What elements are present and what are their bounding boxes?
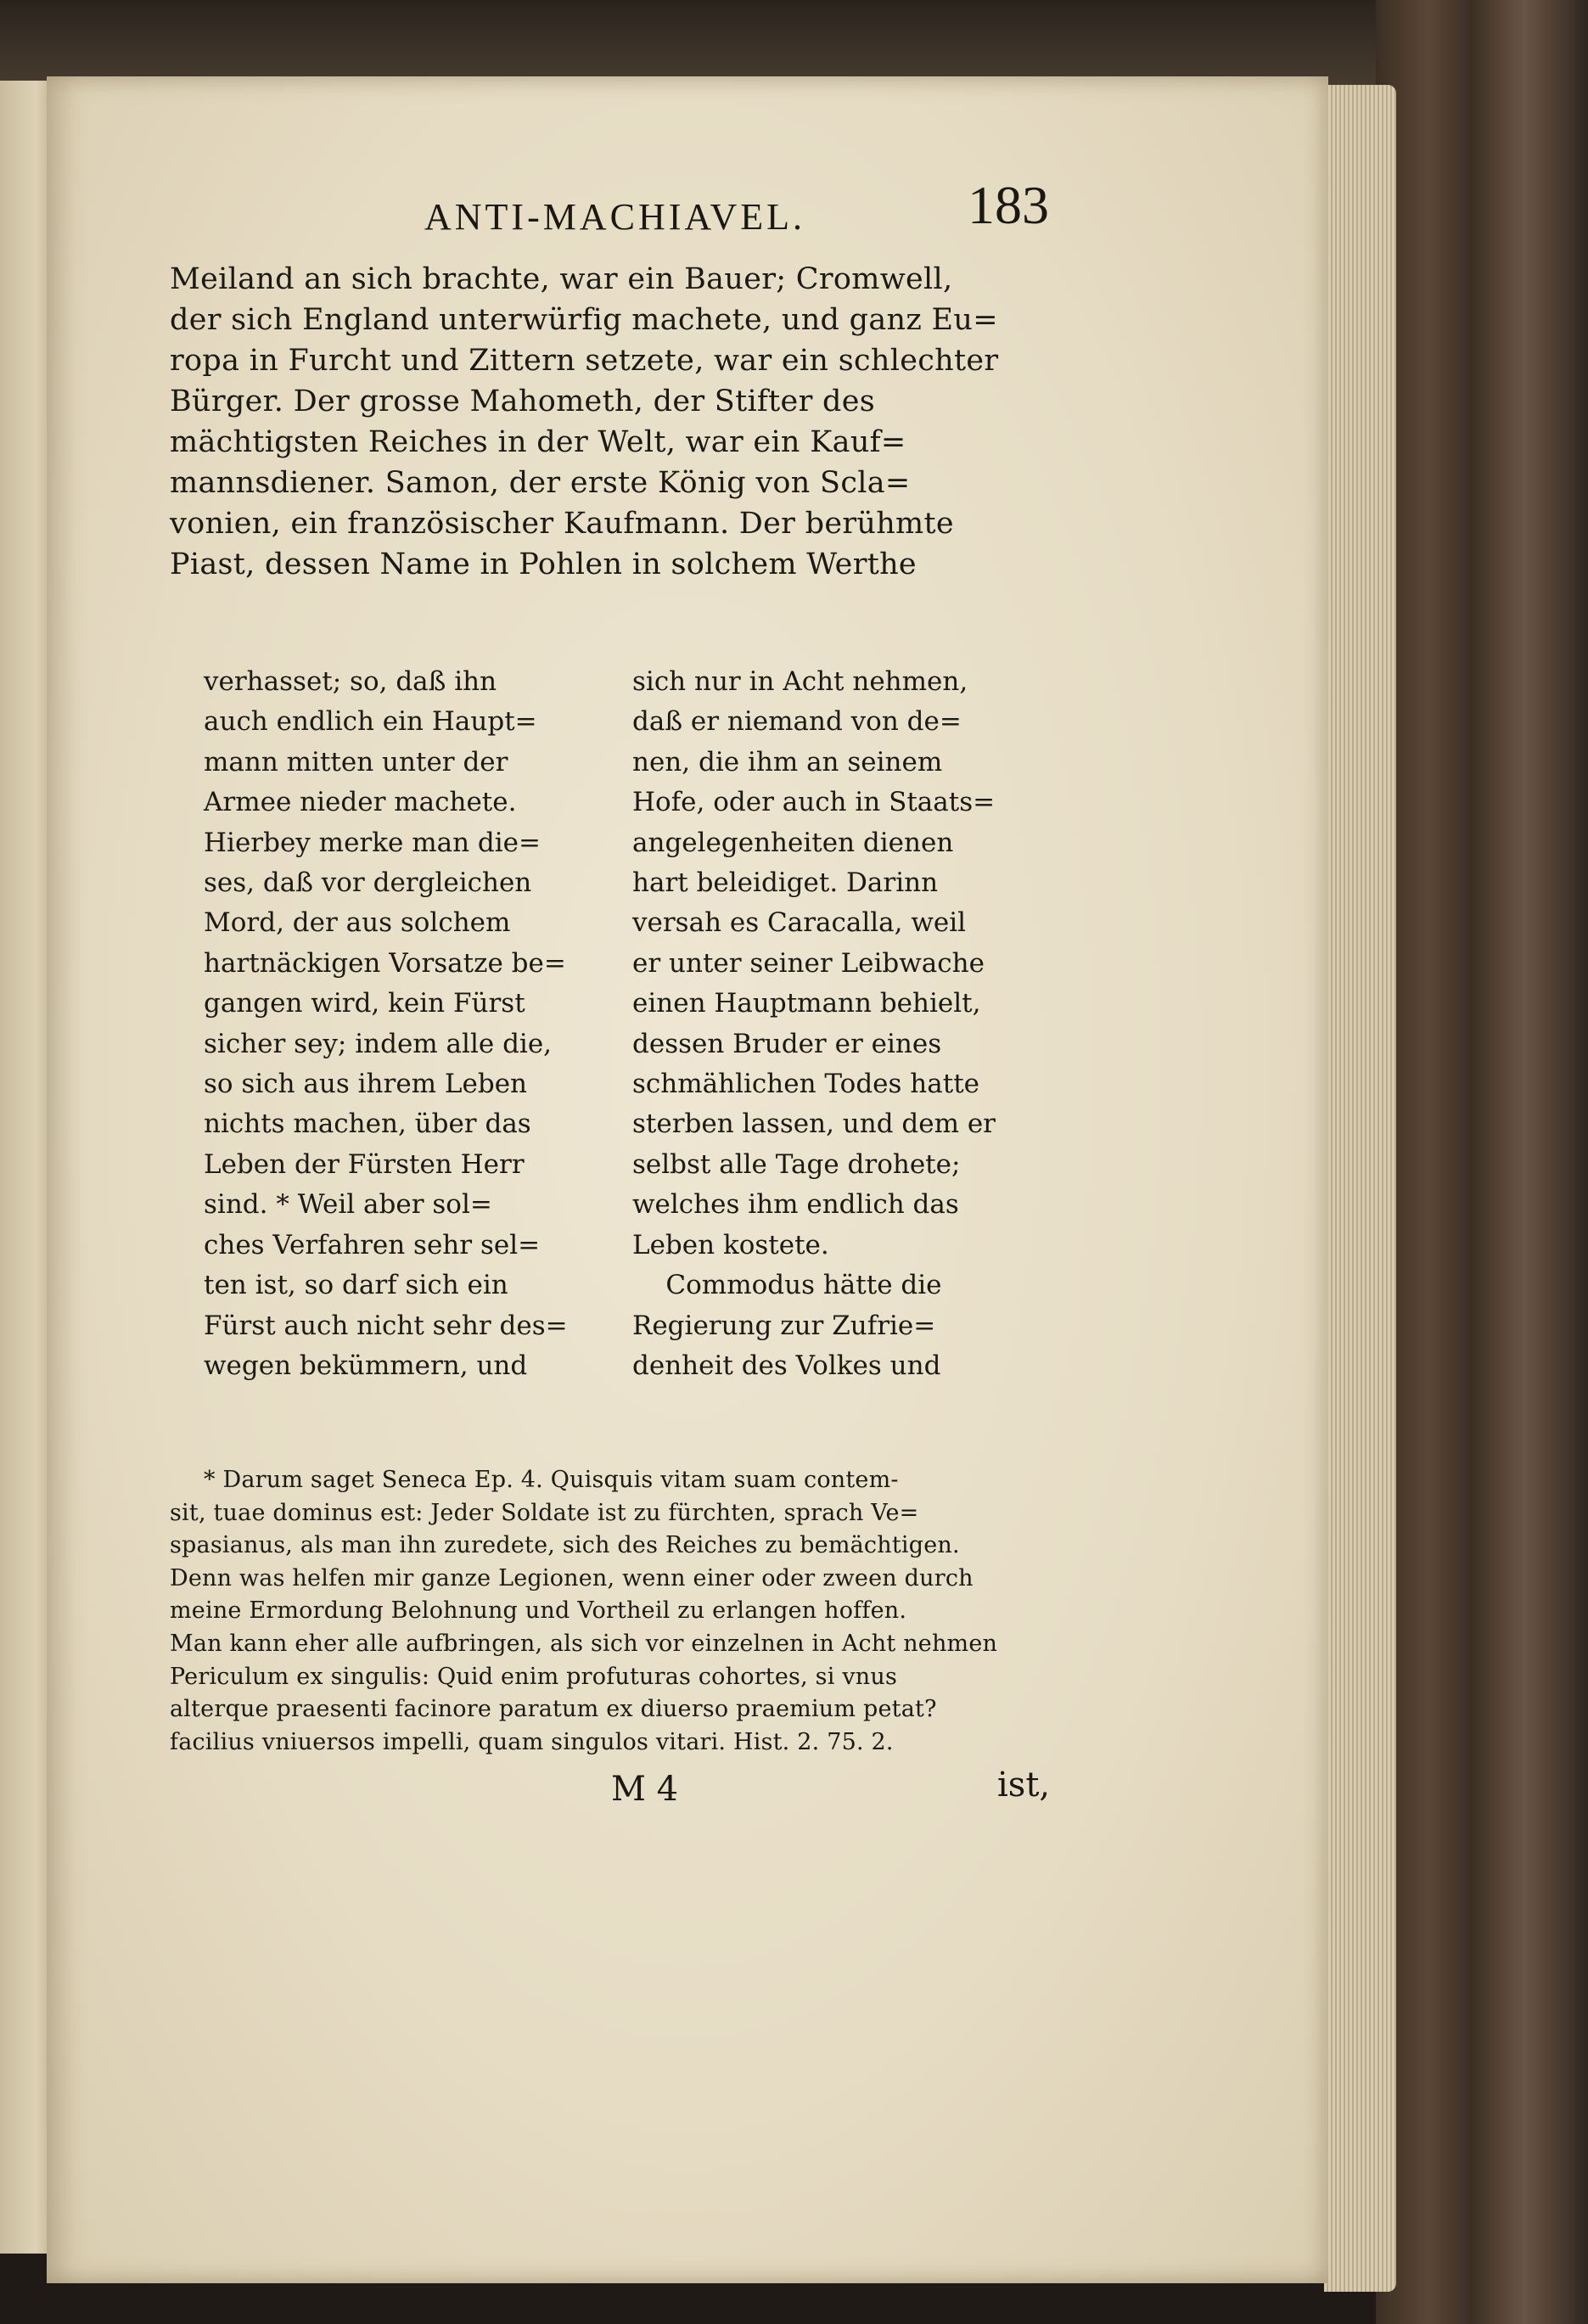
- full-width-paragraph: [170, 259, 1086, 585]
- text-line: hartnäckigen Vorsatze be=: [204, 947, 566, 979]
- footnote: [170, 1464, 1086, 1759]
- text-line: nichts machen, über das: [204, 1109, 531, 1140]
- text-line: sind. * Weil aber sol=: [204, 1189, 492, 1221]
- footnote-line: Denn was helfen mir ganze Legionen, wenn einer oder zween durch: [170, 1564, 974, 1591]
- text-line: Meiland an sich brachte, war ein Bauer; Cromwell,: [170, 262, 953, 296]
- text-line: versah es Caracalla, weil: [632, 907, 967, 939]
- text-line: mächtigsten Reiches in der Welt, war ein Kauf=: [170, 425, 906, 459]
- text-line: Fürst auch nicht sehr des=: [204, 1310, 568, 1341]
- page-block-edges: [1324, 85, 1396, 2292]
- text-line: dessen Bruder er eines: [632, 1028, 942, 1059]
- text-line: denheit des Volkes und: [632, 1350, 941, 1381]
- right-column: [632, 662, 1040, 1386]
- footnote-line: spasianus, als man ihn zuredete, sich des Reiches zu bemächtigen.: [170, 1532, 960, 1559]
- footnote-line: meine Ermordung Belohnung und Vortheil zu erlangen hoffen.: [170, 1597, 907, 1625]
- text-line: Armee nieder machete.: [204, 787, 517, 818]
- text-line: selbst alle Tage drohete;: [632, 1148, 961, 1180]
- text-line: ten ist, so darf sich ein: [204, 1270, 508, 1301]
- text-line: Mord, der aus solchem: [204, 907, 511, 939]
- catchword: ist,: [997, 1765, 1051, 1805]
- text-line: hart beleidiget. Darinn: [632, 867, 939, 899]
- text-line: sterben lassen, und dem er: [632, 1109, 996, 1140]
- text-line: Leben kostete.: [632, 1229, 829, 1260]
- text-line: schmählichen Todes hatte: [632, 1069, 979, 1100]
- text-line: gangen wird, kein Fürst: [204, 988, 525, 1019]
- text-line: angelegenheiten dienen: [632, 827, 954, 858]
- text-line: einen Hauptmann behielt,: [632, 988, 981, 1019]
- text-line: ses, daß vor dergleichen: [204, 867, 532, 899]
- text-line: mannsdiener. Samon, der erste König von Scla=: [170, 466, 911, 500]
- footnote-line: facilius vniuersos impelli, quam singulos vitari. Hist. 2. 75. 2.: [170, 1728, 894, 1755]
- footnote-line: alterque praesenti facinore paratum ex diuerso praemium petat?: [170, 1696, 937, 1723]
- text-line: verhasset; so, daß ihn: [204, 666, 497, 697]
- signature-mark: M 4: [611, 1770, 679, 1809]
- text-line: der sich England unterwürfig machete, und ganz Eu=: [170, 303, 998, 337]
- text-line: Piast, dessen Name in Pohlen in solchem Werthe: [170, 547, 917, 581]
- text-line: wegen bekümmern, und: [204, 1350, 528, 1381]
- text-line: ches Verfahren sehr sel=: [204, 1229, 541, 1260]
- running-head: ANTI-MACHIAVEL.: [424, 196, 806, 238]
- text-line: Regierung zur Zufrie=: [632, 1310, 936, 1341]
- text-line: sich nur in Acht nehmen,: [632, 666, 968, 697]
- text-line: nen, die ihm an seinem: [632, 746, 943, 777]
- text-line: Hierbey merke man die=: [204, 827, 541, 858]
- left-column: [204, 662, 603, 1386]
- text-line: Commodus hätte die: [632, 1270, 942, 1301]
- text-line: daß er niemand von de=: [632, 706, 962, 738]
- text-line: Bürger. Der grosse Mahometh, der Stifter des: [170, 385, 875, 418]
- text-line: ropa in Furcht und Zittern setzete, war ein schlechter: [170, 344, 999, 378]
- text-line: sicher sey; indem alle die,: [204, 1028, 553, 1059]
- page-number: 183: [968, 175, 1049, 235]
- book-cover-right: [1376, 0, 1588, 2324]
- text-line: mann mitten unter der: [204, 746, 508, 777]
- text-line: welches ihm endlich das: [632, 1189, 959, 1221]
- footnote-line: sit, tuae dominus est: Jeder Soldate ist zu fürchten, sprach Ve=: [170, 1499, 919, 1526]
- footnote-line: * Darum saget Seneca Ep. 4. Quisquis vitam suam contem-: [204, 1467, 899, 1493]
- text-line: Hofe, oder auch in Staats=: [632, 787, 996, 818]
- footnote-line: Periculum ex singulis: Quid enim profuturas cohortes, si vnus: [170, 1663, 898, 1690]
- footnote-line: Man kann eher alle aufbringen, als sich vor einzelnen in Acht nehmen: [170, 1630, 998, 1657]
- text-line: vonien, ein französischer Kaufmann. Der berühmte: [170, 507, 954, 541]
- text-line: auch endlich ein Haupt=: [204, 706, 537, 738]
- text-line: so sich aus ihrem Leben: [204, 1069, 528, 1100]
- text-line: er unter seiner Leibwache: [632, 947, 985, 979]
- text-line: Leben der Fürsten Herr: [204, 1148, 525, 1180]
